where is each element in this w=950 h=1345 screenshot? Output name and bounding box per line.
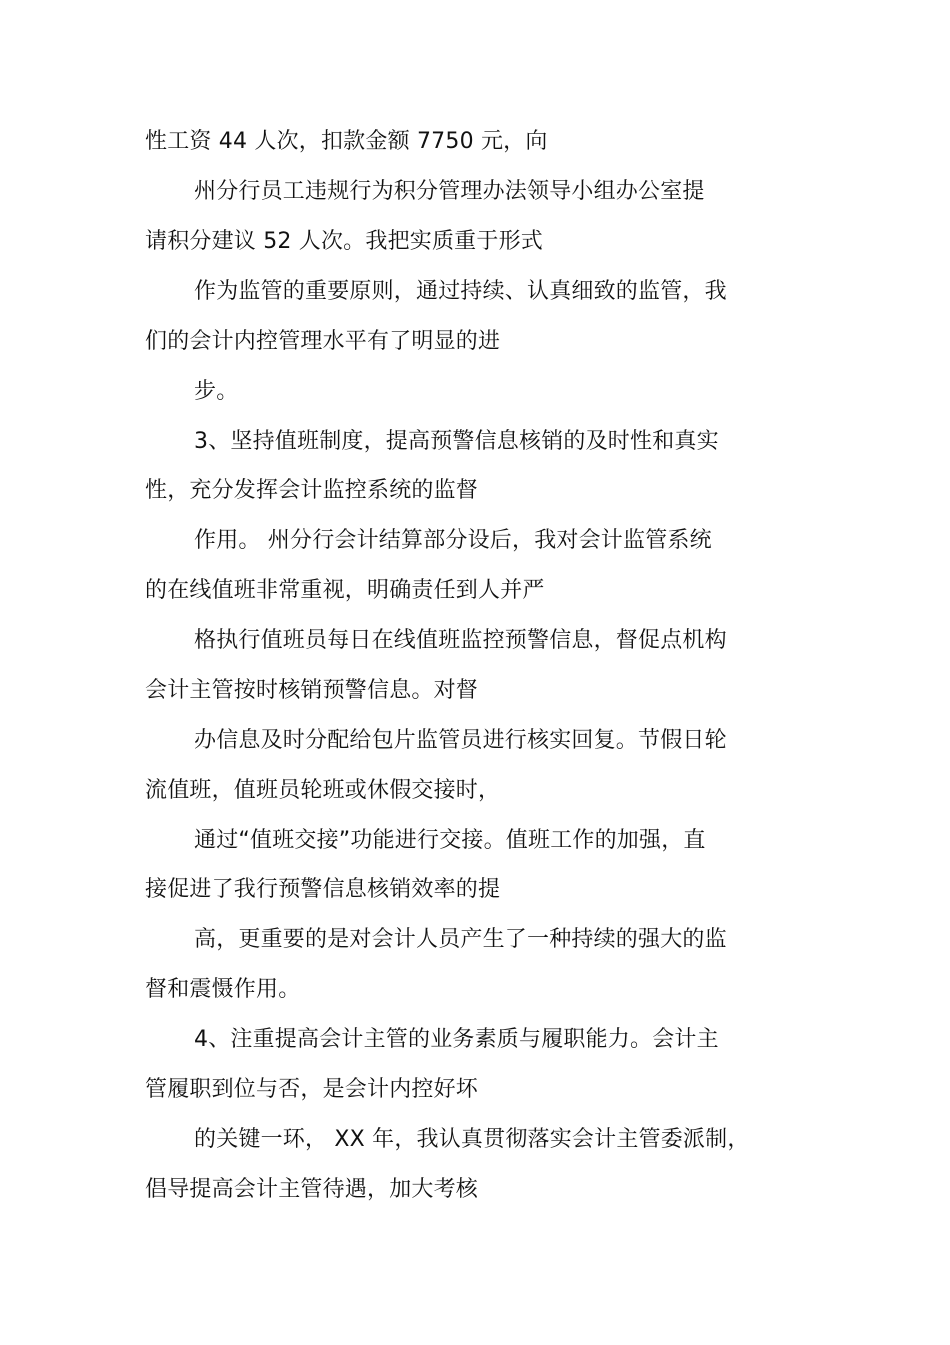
text-line: 请积分建议 52 人次。我把实质重于形式 <box>145 229 543 254</box>
text-line: 的在线值班非常重视，明确责任到人并严 <box>145 578 545 603</box>
text-line: 高，更重要的是对会计人员产生了一种持续的强大的监 <box>194 927 727 952</box>
text-line: 作为监管的重要原则，通过持续、认真细致的监管，我 <box>194 279 727 304</box>
text-line: 倡导提高会计主管待遇，加大考核 <box>145 1177 479 1202</box>
text-line: 格执行值班员每日在线值班监控预警信息，督促点机构 <box>194 628 727 653</box>
text-line: 性工资 44 人次，扣款金额 7750 元，向 <box>145 129 548 154</box>
text-line: 步。 <box>194 379 239 404</box>
text-line: 办信息及时分配给包片监管员进行核实回复。节假日轮 <box>194 728 727 753</box>
text-line: 接促进了我行预警信息核销效率的提 <box>145 877 501 902</box>
text-line: 作用。 州分行会计结算部分设后，我对会计监管系统 <box>194 528 712 553</box>
text-line: 通过“值班交接”功能进行交接。值班工作的加强，直 <box>194 828 706 853</box>
text-line: 州分行员工违规行为积分管理办法领导小组办公室提 <box>194 179 705 204</box>
text-line: 的关键一环， XX 年，我认真贯彻落实会计主管委派制， <box>194 1127 750 1152</box>
text-line: 流值班，值班员轮班或休假交接时， <box>145 778 501 803</box>
text-line: 4、注重提高会计主管的业务素质与履职能力。会计主 <box>194 1027 719 1052</box>
text-line: 性，充分发挥会计监控系统的监督 <box>145 478 479 503</box>
text-line: 们的会计内控管理水平有了明显的进 <box>145 329 501 354</box>
text-line: 3、坚持值班制度，提高预警信息核销的及时性和真实 <box>194 429 719 454</box>
text-line: 管履职到位与否，是会计内控好坏 <box>145 1077 479 1102</box>
text-line: 督和震慑作用。 <box>145 977 301 1002</box>
text-line: 会计主管按时核销预警信息。对督 <box>145 678 479 703</box>
